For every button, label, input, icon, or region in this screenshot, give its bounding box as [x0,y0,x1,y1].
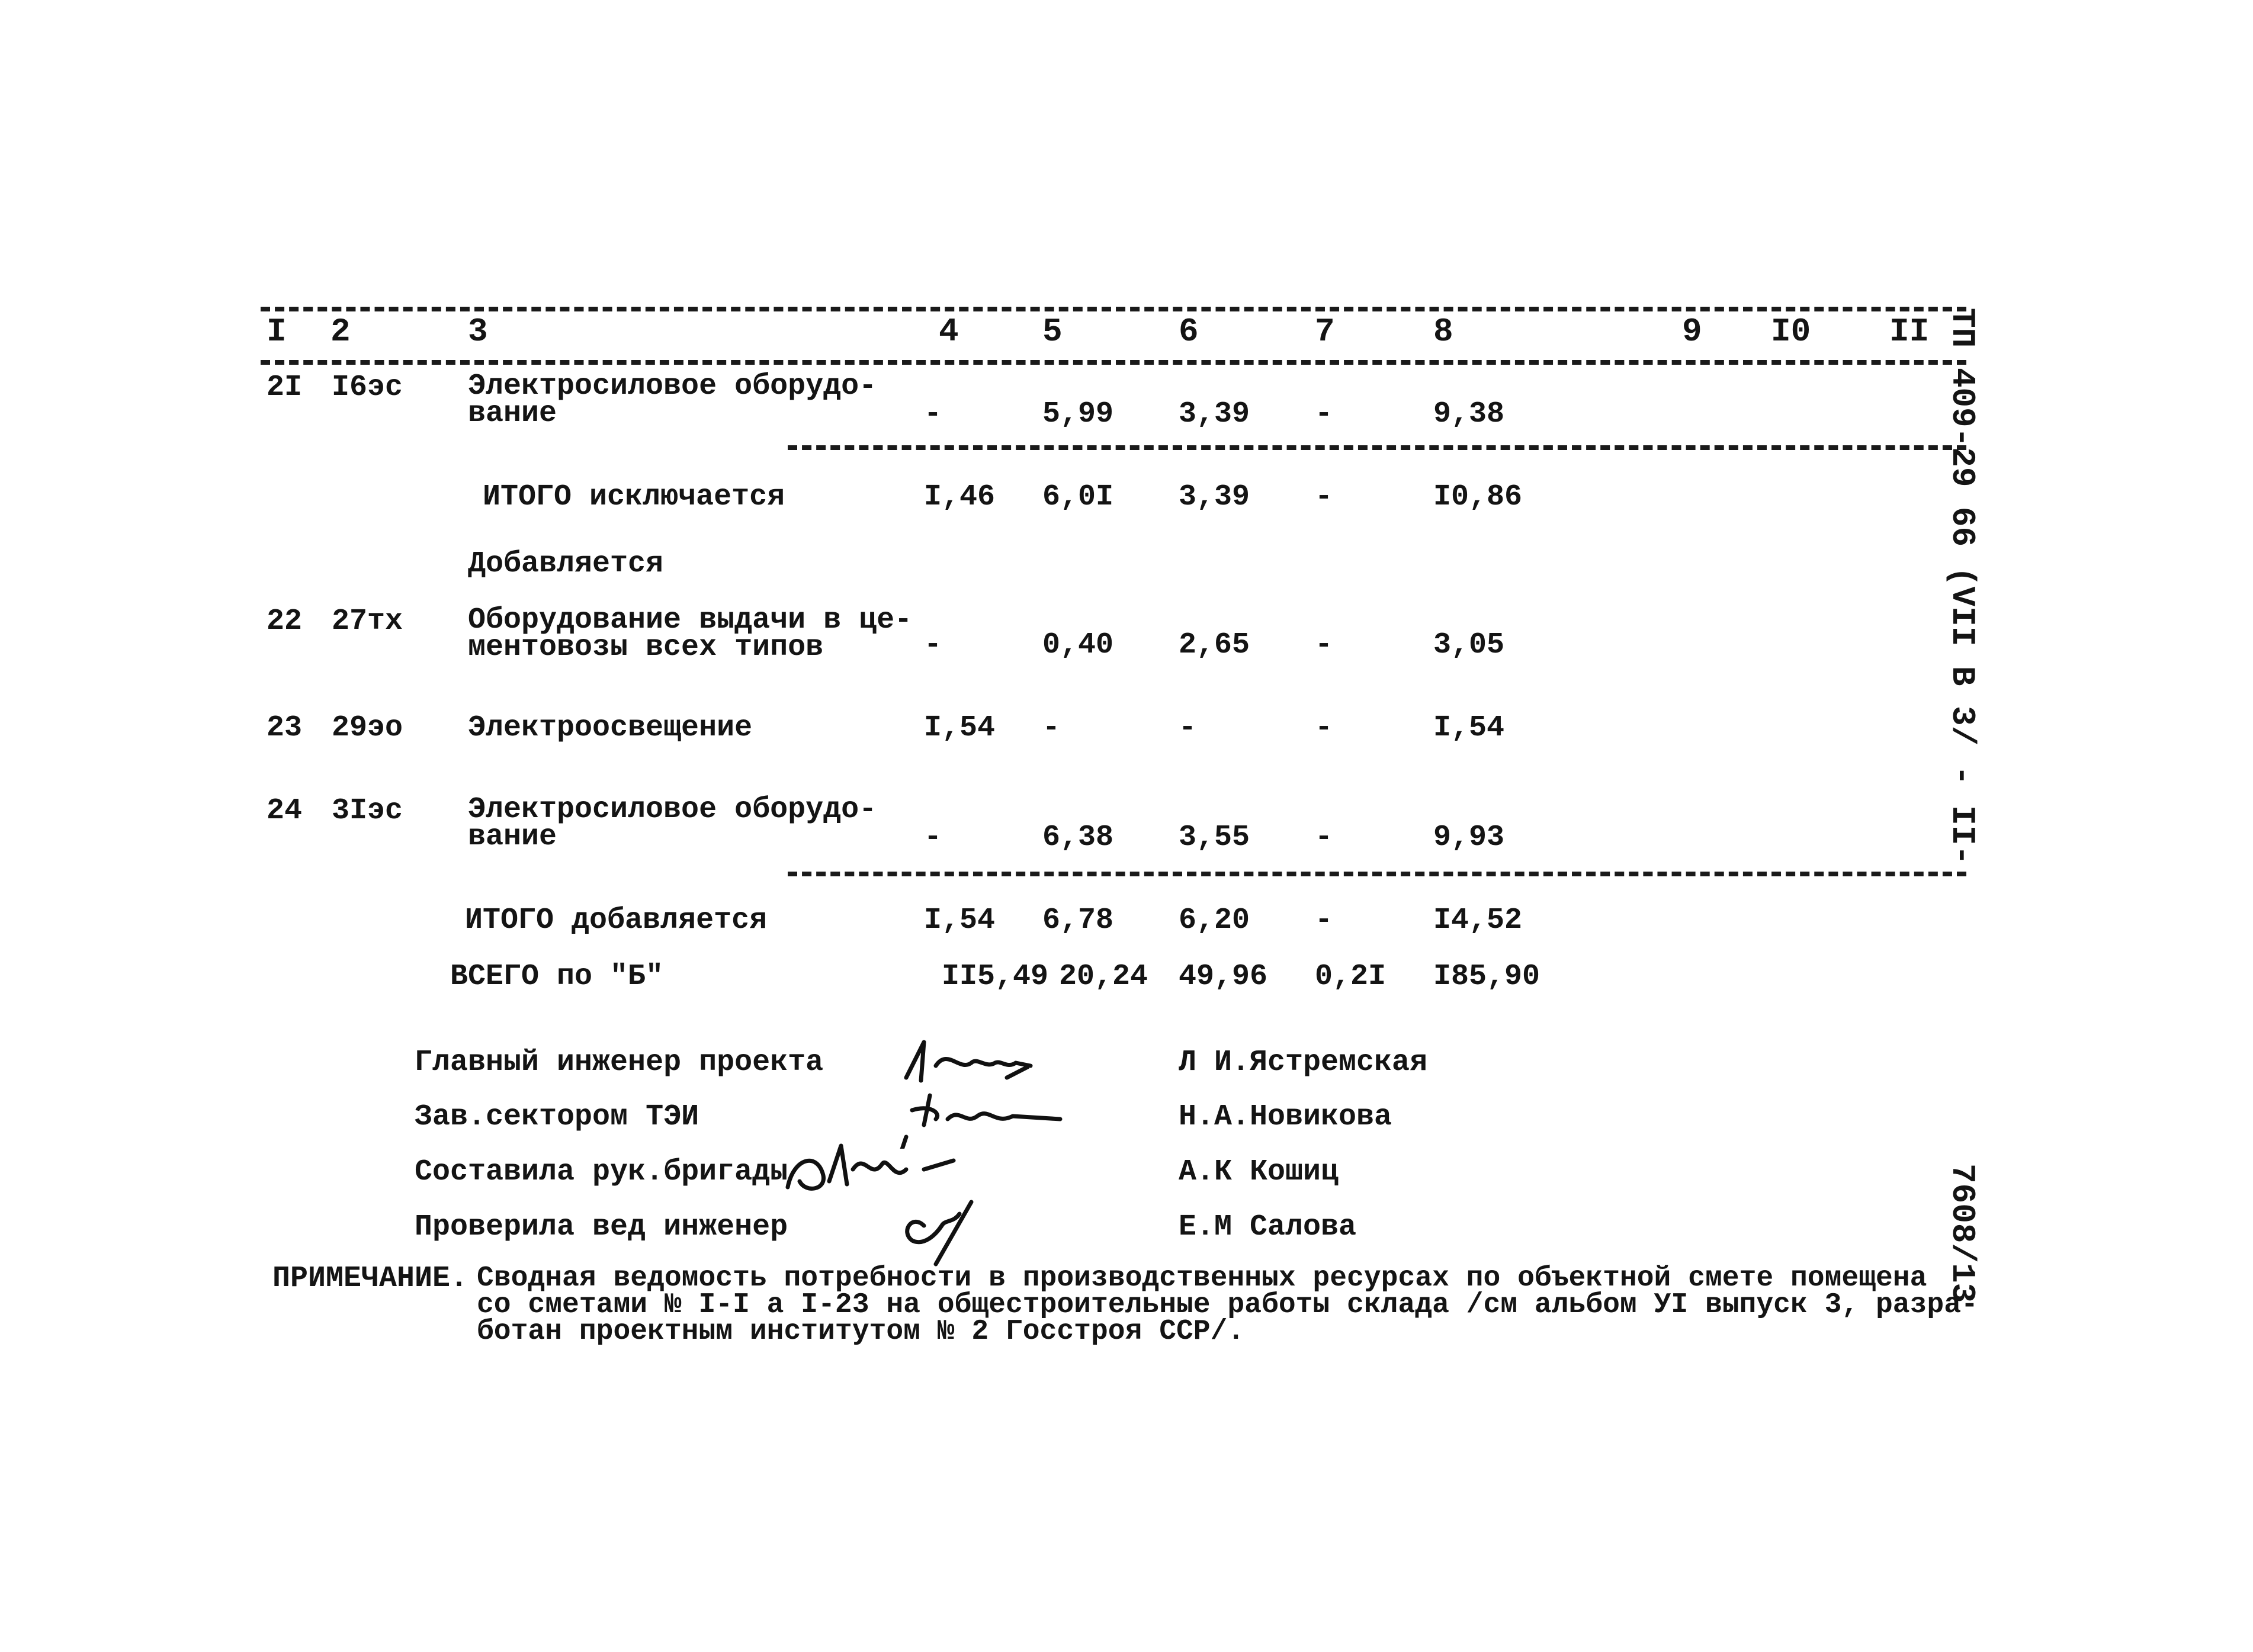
row-24-col7: - [1315,821,1333,854]
grand-total-col8: I85,90 [1433,960,1540,994]
total-added-col4: I,54 [924,904,996,937]
signature-role-compiler: Составила рук.бригады [415,1155,788,1189]
row-23-col6: - [1179,711,1197,745]
total-added-col5: 6,78 [1042,904,1114,937]
col-header-7: 7 [1315,313,1335,351]
grand-total-col5: 20,24 [1059,960,1148,994]
signature-name-sector-head: Н.А.Новикова [1179,1100,1392,1134]
signature-role-sector-head: Зав.сектором ТЭИ [415,1100,699,1134]
header-top-rule [261,307,1966,311]
header-bottom-rule [261,360,1966,365]
total-excluded-col5: 6,0I [1042,480,1114,514]
row-21-code: I6эс [332,371,403,404]
note-line-3: ботан проектным институтом № 2 Госстроя ССР/. [477,1316,1245,1348]
col-header-9: 9 [1682,313,1702,351]
row-22-col6: 2,65 [1179,628,1250,662]
row-24-col8: 9,93 [1433,821,1505,854]
note-line-1: Сводная ведомость потребности в производственных ресурсах по объектной смете помещена [477,1262,1927,1294]
row-24-col6: 3,55 [1179,821,1250,854]
total-added-col7: - [1315,904,1333,937]
total-added-col8: I4,52 [1433,904,1523,937]
side-project-code: ТП 409-29 66 (VII В 3/ - II- [1943,308,1981,865]
row-24-col4: - [924,821,942,854]
row-22-col7: - [1315,628,1333,662]
row-21-number: 2I [267,371,303,404]
signature-name-checker: Е.М Салова [1179,1210,1357,1244]
note-line-2: со сметами № I-I а I-23 на общестроительные работы склада /см альбом УI выпуск 3, разра- [477,1289,1978,1321]
note-label: ПРИМЕЧАНИЕ. [272,1262,468,1296]
signature-scribble-4 [888,1190,1007,1267]
row-22-col4: - [924,628,942,662]
row-21-col7: - [1315,397,1333,431]
row-23-name: Электроосвещение [468,711,753,745]
row-23-col5: - [1042,711,1061,745]
col-header-5: 5 [1042,313,1063,351]
total-excluded-col7: - [1315,480,1333,514]
row-24-name: Электросиловое оборудо- вание [468,793,877,854]
total-excluded-col8: I0,86 [1433,480,1523,514]
row-23-number: 23 [267,711,303,745]
total-added-label: ИТОГО добавляется [465,904,768,937]
col-header-11: II [1889,313,1930,351]
signature-role-checker: Проверила вед инженер [415,1210,788,1244]
row-21-name: Электросиловое оборудо- вание [468,369,877,430]
row-23-col8: I,54 [1433,711,1505,745]
row-22-col8: 3,05 [1433,628,1505,662]
row-21-col4: - [924,397,942,431]
section-added-heading: Добавляется [468,547,664,581]
grand-total-col6: 49,96 [1179,960,1268,994]
signature-role-chief-engineer: Главный инженер проекта [415,1046,824,1079]
col-header-6: 6 [1179,313,1199,351]
total-added-col6: 6,20 [1179,904,1250,937]
row-21-col5: 5,99 [1042,397,1114,431]
col-header-3: 3 [468,313,488,351]
grand-total-col4: II5,49 [942,960,1049,994]
row-24-col5: 6,38 [1042,821,1114,854]
row-21-col6: 3,39 [1179,397,1250,431]
row-22-number: 22 [267,605,303,638]
row-24-number: 24 [267,794,303,828]
row-22-name: Оборудование выдачи в це- ментовозы всех типов [468,603,913,664]
col-header-1: I [267,313,287,351]
grand-total-col7: 0,2I [1315,960,1387,994]
row-24-code: 3Iэс [332,794,403,828]
row-23-code: 29эо [332,711,403,745]
row-22-code: 27тх [332,605,403,638]
col-header-4: 4 [939,313,959,351]
total-excluded-col6: 3,39 [1179,480,1250,514]
side-sheet-number: 7608/13 [1943,1164,1981,1303]
total-excluded-col4: I,46 [924,480,996,514]
col-header-2: 2 [330,313,351,351]
total-excluded-label: ИТОГО исключается [483,480,785,514]
row-21-col8: 9,38 [1433,397,1505,431]
signature-name-chief-engineer: Л И.Ястремская [1179,1046,1428,1079]
subtotal-rule-1 [788,445,1966,450]
col-header-10: I0 [1771,313,1811,351]
col-header-8: 8 [1433,313,1453,351]
signature-name-compiler: А.К Кошиц [1179,1155,1339,1189]
grand-total-label: ВСЕГО по "Б" [450,960,664,994]
subtotal-rule-2 [788,872,1966,876]
row-23-col7: - [1315,711,1333,745]
row-22-col5: 0,40 [1042,628,1114,662]
row-23-col4: I,54 [924,711,996,745]
